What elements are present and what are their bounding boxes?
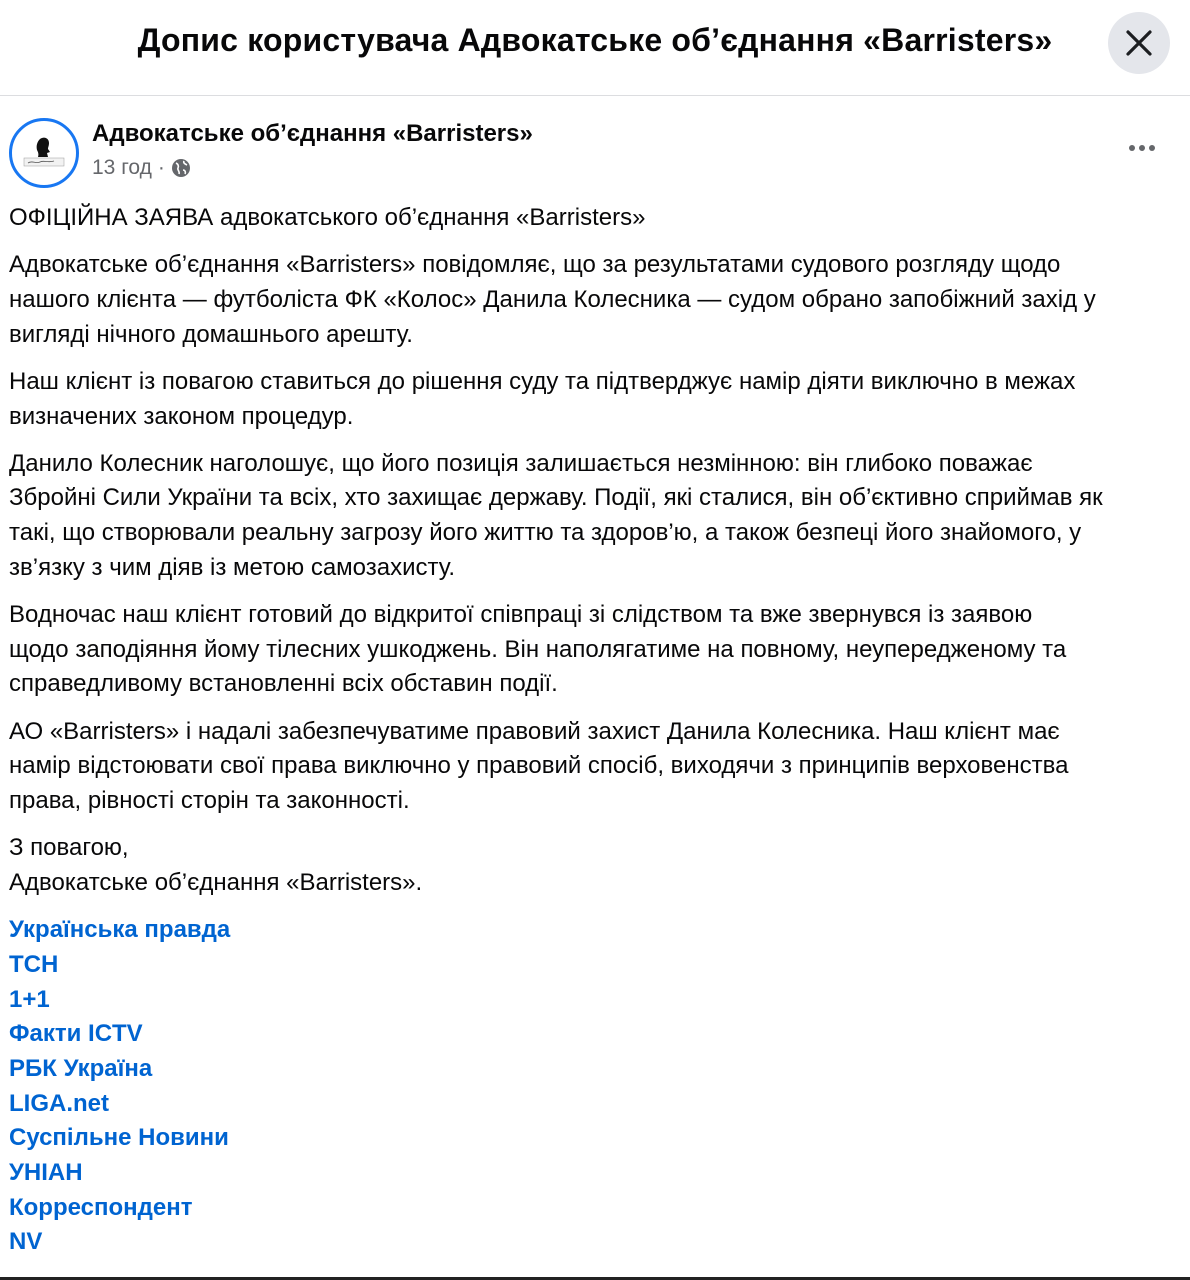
dialog-title: Допис користувача Адвокатське об’єднання «Barristers»: [137, 22, 1053, 58]
post-paragraph: [9, 201, 1187, 236]
close-button[interactable]: [1108, 12, 1170, 74]
paragraph-line: права, рівності сторін та законності.: [9, 787, 410, 815]
meta-separator: ·: [157, 156, 165, 179]
media-link[interactable]: УНІАН: [9, 1159, 83, 1187]
close-icon: [1126, 30, 1152, 56]
paragraph-line: З повагою,: [9, 834, 129, 862]
post-time[interactable]: 13 год: [92, 156, 152, 179]
post-paragraph: [9, 365, 1187, 434]
paragraph-line: ОФІЦІЙНА ЗАЯВА адвокатського об’єднання «Barristers»: [9, 204, 646, 231]
barristers-logo-icon: [22, 133, 66, 173]
media-link[interactable]: NV: [9, 1228, 43, 1256]
paragraph-line: визначених законом процедур.: [9, 402, 354, 430]
paragraph-line: Данило Колесник наголошує, що його позиція залишається незмінною: він глибоко поважає: [9, 449, 1033, 477]
post-paragraph: [9, 598, 1187, 702]
post-paragraph: [9, 447, 1187, 586]
media-links: [9, 913, 1187, 1260]
post-paragraph: [9, 715, 1187, 819]
post-meta: [92, 156, 191, 180]
paragraph-line: АО «Barristers» і надалі забезпечуватиме правовий захист Данила Колесника. Наш клієнт має: [9, 717, 1060, 745]
paragraph-line: намір відстоювати свої права виключно у правовий спосіб, виходячи з принципів верховенства: [9, 752, 1069, 780]
media-link[interactable]: РБК Україна: [9, 1054, 153, 1082]
paragraph-line: нашого клієнта — футболіста ФК «Колос» Данила Колесника — судом обрано запобіжний захід у: [9, 285, 1096, 313]
post-author[interactable]: Адвокатське об’єднання «Barristers»: [92, 120, 533, 147]
post-paragraph: [9, 831, 1187, 900]
globe-icon: [171, 158, 191, 178]
paragraph-line: Наш клієнт із повагою ставиться до рішення суду та підтверджує намір діяти виключно в межах: [9, 367, 1076, 395]
media-link[interactable]: Корреспондент: [9, 1193, 193, 1221]
more-options-button[interactable]: [1122, 134, 1162, 162]
paragraph-line: зв’язку з чим діяв із метою самозахисту.: [9, 553, 456, 581]
author-avatar[interactable]: [9, 118, 79, 188]
media-link[interactable]: ТСН: [9, 950, 59, 978]
paragraph-line: вигляді нічного домашнього арешту.: [9, 320, 413, 348]
more-dot-icon: [1139, 145, 1145, 151]
paragraph-line: щодо заподіяння йому тілесних ушкоджень. Він наполягатиме на повному, неупередженому та: [9, 635, 1067, 663]
media-link[interactable]: LIGA.net: [9, 1089, 109, 1117]
paragraph-line: Адвокатське об’єднання «Barristers».: [9, 868, 423, 896]
paragraph-line: Адвокатське об’єднання «Barristers» повідомляє, що за результатами судового розгляду щодо: [9, 251, 1061, 279]
paragraph-line: такі, що створювали реальну загрозу його життю та здоров’ю, а також безпеці його знайомого, у: [9, 519, 1082, 547]
media-link[interactable]: Суспільне Новини: [9, 1124, 229, 1152]
media-link[interactable]: 1+1: [9, 985, 50, 1013]
post-paragraph: [9, 248, 1187, 352]
post-body: [9, 201, 1187, 1260]
paragraph-line: Збройні Сили України та всіх, хто захищає державу. Події, які сталися, він об’єктивно сприймав як: [9, 484, 1103, 512]
paragraph-line: Водночас наш клієнт готовий до відкритої співпраці зі слідством та вже звернувся із заявою: [9, 601, 1033, 629]
media-link[interactable]: Факти ICTV: [9, 1020, 143, 1048]
media-link[interactable]: Українська правда: [9, 916, 231, 944]
more-dot-icon: [1129, 145, 1135, 151]
more-dot-icon: [1149, 145, 1155, 151]
paragraph-line: справедливому встановленні всіх обставин події.: [9, 670, 558, 698]
dialog-header: [0, 0, 1190, 96]
